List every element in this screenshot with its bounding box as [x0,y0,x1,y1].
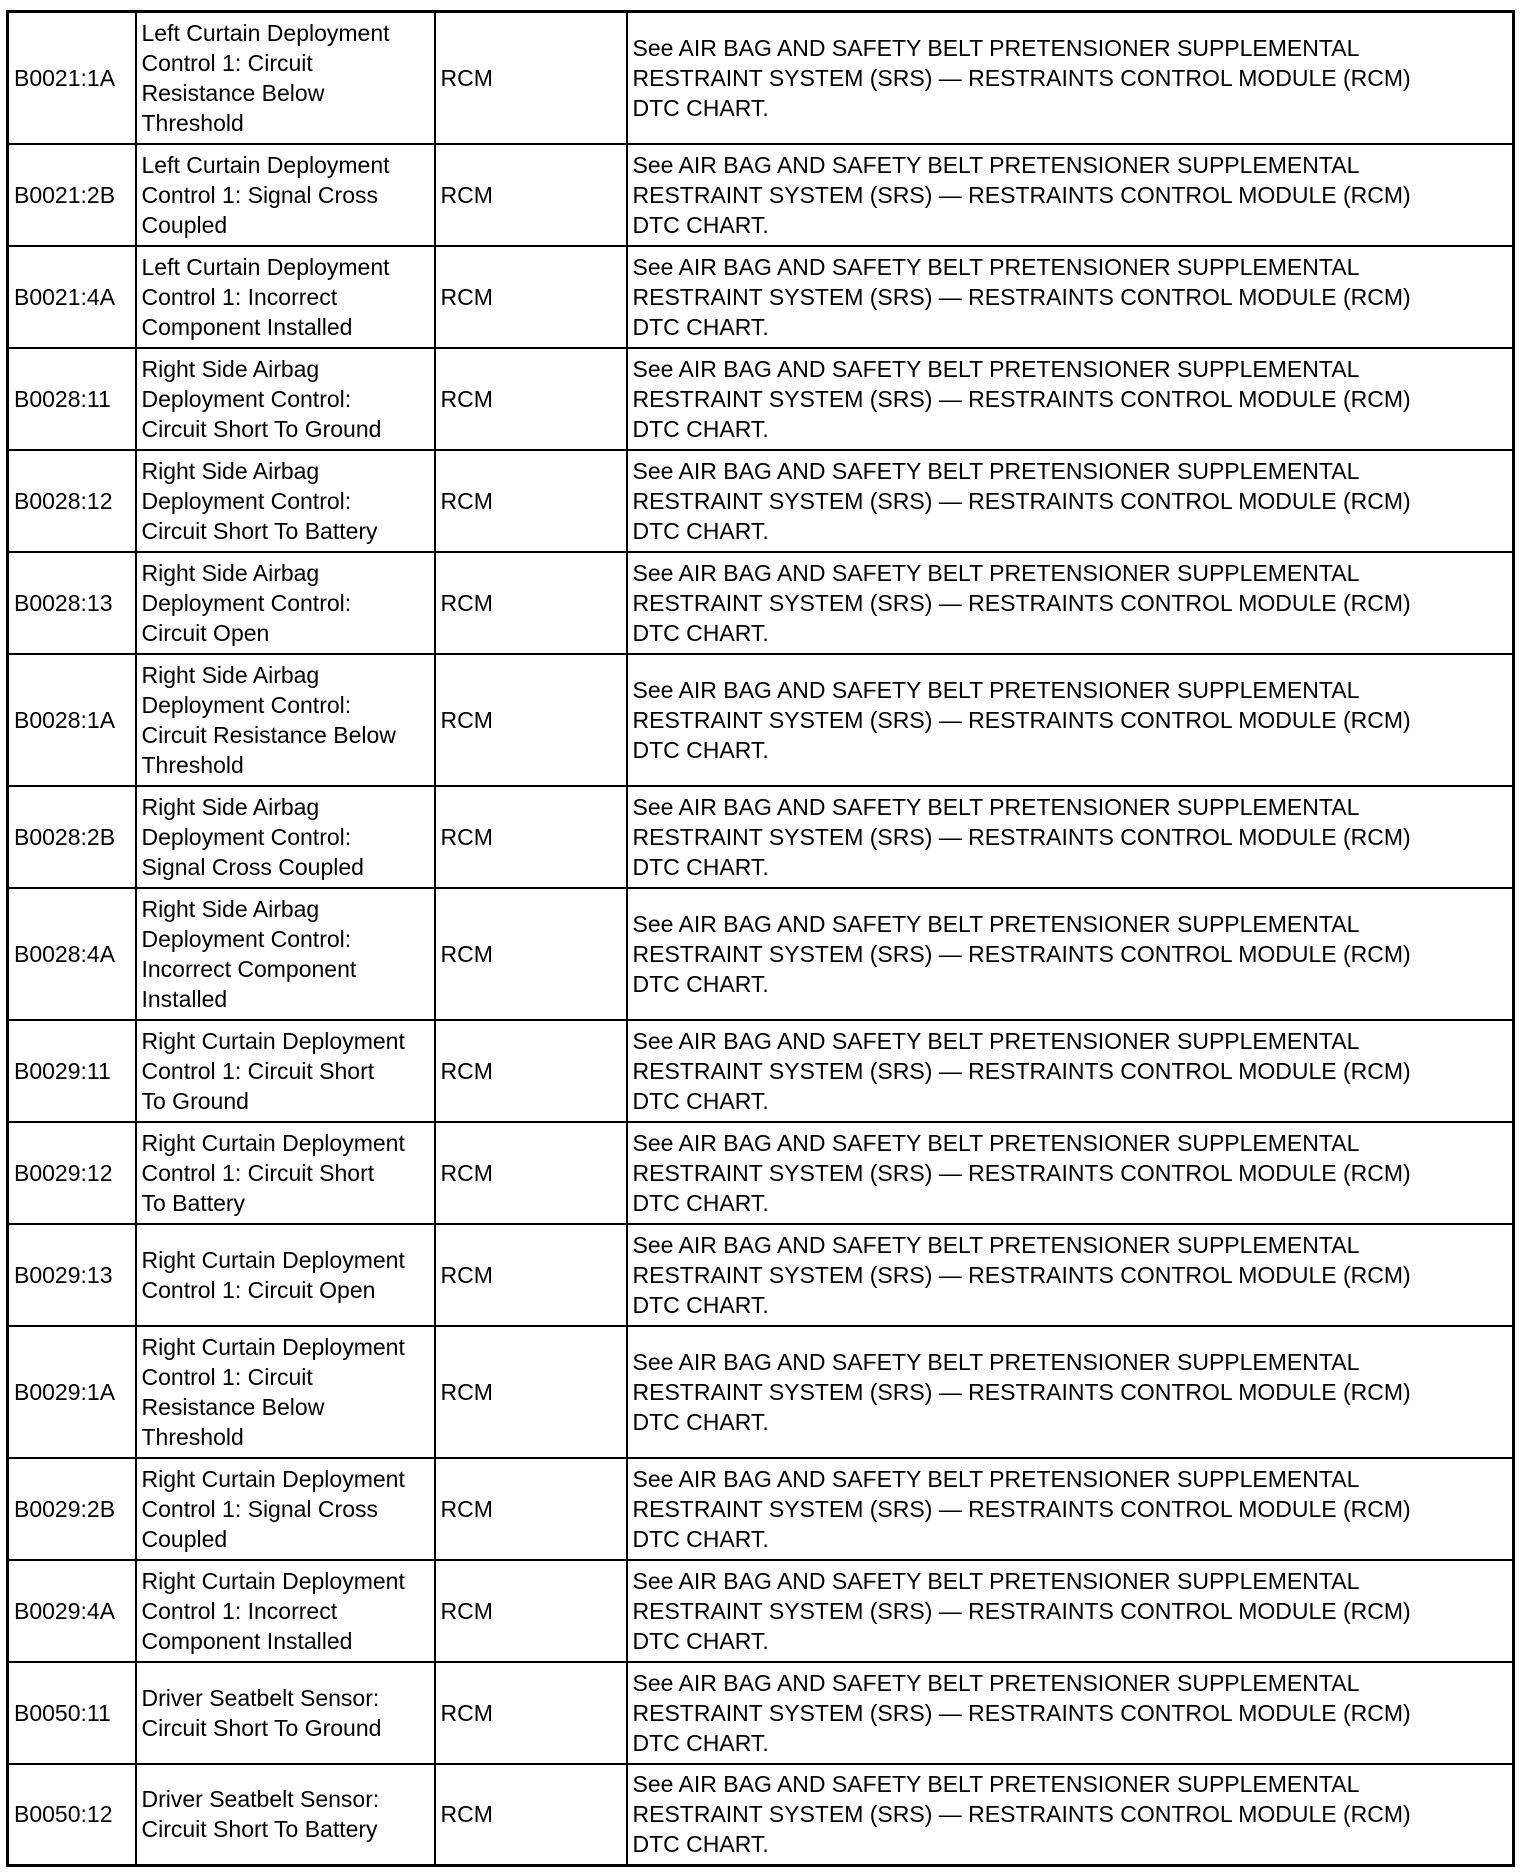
description-cell: Right Side Airbag Deployment Control: Circuit Open [136,552,435,654]
table-row [8,246,1514,348]
dtc-code-cell: B0050:12 [8,1764,136,1866]
action-cell: See AIR BAG AND SAFETY BELT PRETENSIONER SUPPLEMENTAL RESTRAINT SYSTEM (SRS) — RESTRAINTS CONTROL MODULE (RCM) DTC CHART. [627,1122,1514,1224]
action-cell: See AIR BAG AND SAFETY BELT PRETENSIONER SUPPLEMENTAL RESTRAINT SYSTEM (SRS) — RESTRAINTS CONTROL MODULE (RCM) DTC CHART. [627,552,1514,654]
module-cell: RCM [435,1122,627,1224]
description-cell: Right Side Airbag Deployment Control: Circuit Short To Battery [136,450,435,552]
table-row [8,144,1514,246]
dtc-code-cell: B0021:2B [8,144,136,246]
table-row [8,1020,1514,1122]
description-cell: Right Curtain Deployment Control 1: Incorrect Component Installed [136,1560,435,1662]
dtc-code-cell: B0029:4A [8,1560,136,1662]
module-cell: RCM [435,552,627,654]
table-row [8,1458,1514,1560]
table-row [8,1224,1514,1326]
action-cell: See AIR BAG AND SAFETY BELT PRETENSIONER SUPPLEMENTAL RESTRAINT SYSTEM (SRS) — RESTRAINTS CONTROL MODULE (RCM) DTC CHART. [627,654,1514,786]
action-cell: See AIR BAG AND SAFETY BELT PRETENSIONER SUPPLEMENTAL RESTRAINT SYSTEM (SRS) — RESTRAINTS CONTROL MODULE (RCM) DTC CHART. [627,1560,1514,1662]
module-cell: RCM [435,246,627,348]
dtc-code-cell: B0028:12 [8,450,136,552]
table-row [8,12,1514,144]
module-cell: RCM [435,144,627,246]
table-row [8,1764,1514,1866]
dtc-code-cell: B0029:13 [8,1224,136,1326]
description-cell: Right Curtain Deployment Control 1: Circuit Resistance Below Threshold [136,1326,435,1458]
description-cell: Driver Seatbelt Sensor: Circuit Short To Battery [136,1764,435,1866]
dtc-code-cell: B0028:13 [8,552,136,654]
dtc-code-cell: B0029:2B [8,1458,136,1560]
module-cell: RCM [435,786,627,888]
table-row [8,654,1514,786]
dtc-code-cell: B0028:2B [8,786,136,888]
module-cell: RCM [435,654,627,786]
action-cell: See AIR BAG AND SAFETY BELT PRETENSIONER SUPPLEMENTAL RESTRAINT SYSTEM (SRS) — RESTRAINTS CONTROL MODULE (RCM) DTC CHART. [627,786,1514,888]
action-cell: See AIR BAG AND SAFETY BELT PRETENSIONER SUPPLEMENTAL RESTRAINT SYSTEM (SRS) — RESTRAINTS CONTROL MODULE (RCM) DTC CHART. [627,348,1514,450]
action-cell: See AIR BAG AND SAFETY BELT PRETENSIONER SUPPLEMENTAL RESTRAINT SYSTEM (SRS) — RESTRAINTS CONTROL MODULE (RCM) DTC CHART. [627,1764,1514,1866]
action-cell: See AIR BAG AND SAFETY BELT PRETENSIONER SUPPLEMENTAL RESTRAINT SYSTEM (SRS) — RESTRAINTS CONTROL MODULE (RCM) DTC CHART. [627,144,1514,246]
table-row [8,348,1514,450]
description-cell: Right Side Airbag Deployment Control: Incorrect Component Installed [136,888,435,1020]
table-row [8,1560,1514,1662]
action-cell: See AIR BAG AND SAFETY BELT PRETENSIONER SUPPLEMENTAL RESTRAINT SYSTEM (SRS) — RESTRAINTS CONTROL MODULE (RCM) DTC CHART. [627,1326,1514,1458]
table-row [8,1122,1514,1224]
dtc-code-cell: B0021:1A [8,12,136,144]
description-cell: Right Curtain Deployment Control 1: Circuit Short To Ground [136,1020,435,1122]
action-cell: See AIR BAG AND SAFETY BELT PRETENSIONER SUPPLEMENTAL RESTRAINT SYSTEM (SRS) — RESTRAINTS CONTROL MODULE (RCM) DTC CHART. [627,1662,1514,1764]
description-cell: Left Curtain Deployment Control 1: Circuit Resistance Below Threshold [136,12,435,144]
table-row [8,450,1514,552]
action-cell: See AIR BAG AND SAFETY BELT PRETENSIONER SUPPLEMENTAL RESTRAINT SYSTEM (SRS) — RESTRAINTS CONTROL MODULE (RCM) DTC CHART. [627,1020,1514,1122]
dtc-code-cell: B0028:4A [8,888,136,1020]
module-cell: RCM [435,1224,627,1326]
table-row [8,1326,1514,1458]
module-cell: RCM [435,1020,627,1122]
description-cell: Right Side Airbag Deployment Control: Circuit Short To Ground [136,348,435,450]
action-cell: See AIR BAG AND SAFETY BELT PRETENSIONER SUPPLEMENTAL RESTRAINT SYSTEM (SRS) — RESTRAINTS CONTROL MODULE (RCM) DTC CHART. [627,450,1514,552]
description-cell: Driver Seatbelt Sensor: Circuit Short To Ground [136,1662,435,1764]
module-cell: RCM [435,1326,627,1458]
module-cell: RCM [435,888,627,1020]
description-cell: Left Curtain Deployment Control 1: Signal Cross Coupled [136,144,435,246]
description-cell: Right Curtain Deployment Control 1: Circuit Open [136,1224,435,1326]
description-cell: Left Curtain Deployment Control 1: Incorrect Component Installed [136,246,435,348]
description-cell: Right Curtain Deployment Control 1: Circuit Short To Battery [136,1122,435,1224]
module-cell: RCM [435,1662,627,1764]
action-cell: See AIR BAG AND SAFETY BELT PRETENSIONER SUPPLEMENTAL RESTRAINT SYSTEM (SRS) — RESTRAINTS CONTROL MODULE (RCM) DTC CHART. [627,888,1514,1020]
action-cell: See AIR BAG AND SAFETY BELT PRETENSIONER SUPPLEMENTAL RESTRAINT SYSTEM (SRS) — RESTRAINTS CONTROL MODULE (RCM) DTC CHART. [627,1224,1514,1326]
module-cell: RCM [435,1458,627,1560]
table-row [8,552,1514,654]
description-cell: Right Side Airbag Deployment Control: Signal Cross Coupled [136,786,435,888]
dtc-code-cell: B0050:11 [8,1662,136,1764]
module-cell: RCM [435,12,627,144]
table-row [8,1662,1514,1764]
module-cell: RCM [435,1560,627,1662]
action-cell: See AIR BAG AND SAFETY BELT PRETENSIONER SUPPLEMENTAL RESTRAINT SYSTEM (SRS) — RESTRAINTS CONTROL MODULE (RCM) DTC CHART. [627,246,1514,348]
module-cell: RCM [435,1764,627,1866]
dtc-code-cell: B0029:11 [8,1020,136,1122]
table-row [8,888,1514,1020]
module-cell: RCM [435,450,627,552]
dtc-code-cell: B0021:4A [8,246,136,348]
action-cell: See AIR BAG AND SAFETY BELT PRETENSIONER SUPPLEMENTAL RESTRAINT SYSTEM (SRS) — RESTRAINTS CONTROL MODULE (RCM) DTC CHART. [627,12,1514,144]
description-cell: Right Side Airbag Deployment Control: Circuit Resistance Below Threshold [136,654,435,786]
dtc-table-body [8,12,1514,1866]
action-cell: See AIR BAG AND SAFETY BELT PRETENSIONER SUPPLEMENTAL RESTRAINT SYSTEM (SRS) — RESTRAINTS CONTROL MODULE (RCM) DTC CHART. [627,1458,1514,1560]
module-cell: RCM [435,348,627,450]
dtc-code-cell: B0029:1A [8,1326,136,1458]
dtc-code-cell: B0029:12 [8,1122,136,1224]
description-cell: Right Curtain Deployment Control 1: Signal Cross Coupled [136,1458,435,1560]
dtc-table [6,10,1515,1867]
table-row [8,786,1514,888]
dtc-code-cell: B0028:1A [8,654,136,786]
dtc-code-cell: B0028:11 [8,348,136,450]
